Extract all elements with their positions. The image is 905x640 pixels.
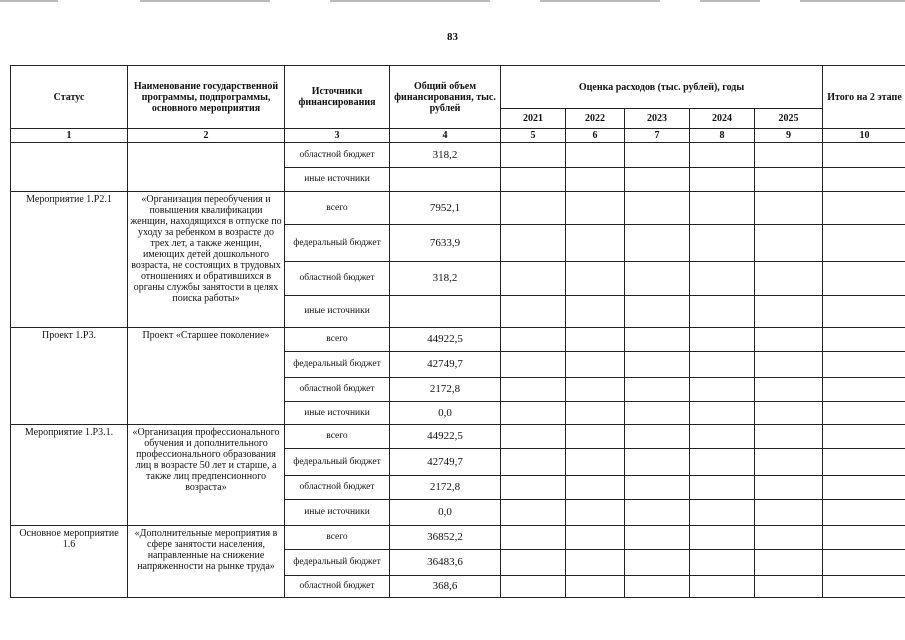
year-value-cell [625, 476, 690, 500]
total-cell [390, 168, 501, 192]
year-value-cell [501, 143, 566, 168]
source-cell: областной бюджет [285, 576, 390, 598]
year-value-cell [566, 402, 625, 425]
year-value-cell [690, 328, 755, 352]
year-value-cell [690, 225, 755, 262]
year-value-cell [566, 500, 625, 526]
year-value-cell [823, 476, 905, 500]
year-value-cell [501, 425, 566, 449]
year-value-cell [566, 168, 625, 192]
year-value-cell [501, 576, 566, 598]
year-value-cell [501, 550, 566, 576]
year-value-cell [755, 328, 823, 352]
header-itogo: Итого на 2 этапе [823, 66, 905, 129]
year-value-cell [625, 296, 690, 328]
year-value-cell [823, 192, 905, 225]
header-status: Статус [11, 66, 128, 129]
year-value-cell [566, 192, 625, 225]
year-value-cell [823, 296, 905, 328]
year-value-cell [625, 402, 690, 425]
source-cell: федеральный бюджет [285, 550, 390, 576]
year-value-cell [625, 449, 690, 476]
year-value-cell [501, 225, 566, 262]
year-value-cell [501, 296, 566, 328]
header-total: Общий объем финансирования, тыс. рублей [390, 66, 501, 129]
year-value-cell [755, 425, 823, 449]
year-value-cell [501, 402, 566, 425]
total-cell: 2172,8 [390, 378, 501, 402]
year-value-cell [755, 143, 823, 168]
header-year: 2024 [690, 109, 755, 129]
column-number: 10 [823, 129, 905, 143]
year-value-cell [690, 449, 755, 476]
year-value-cell [823, 225, 905, 262]
year-value-cell [823, 168, 905, 192]
year-value-cell [625, 500, 690, 526]
total-cell: 368,6 [390, 576, 501, 598]
year-value-cell [823, 143, 905, 168]
year-value-cell [625, 550, 690, 576]
source-cell: областной бюджет [285, 143, 390, 168]
year-value-cell [690, 526, 755, 550]
year-value-cell [566, 143, 625, 168]
status-cell: Мероприятие 1.Р2.1 [11, 192, 128, 328]
year-value-cell [625, 352, 690, 378]
column-number: 8 [690, 129, 755, 143]
year-value-cell [501, 526, 566, 550]
year-value-cell [755, 476, 823, 500]
total-cell: 36852,2 [390, 526, 501, 550]
year-value-cell [501, 476, 566, 500]
year-value-cell [823, 500, 905, 526]
name-cell [128, 143, 285, 192]
source-cell: иные источники [285, 296, 390, 328]
total-cell: 7633,9 [390, 225, 501, 262]
total-cell: 318,2 [390, 262, 501, 296]
year-value-cell [823, 262, 905, 296]
name-cell: «Дополнительные мероприятия в сфере занятости населения, направленные на снижение напряженности на рынке труда» [128, 526, 285, 598]
year-value-cell [625, 168, 690, 192]
year-value-cell [690, 550, 755, 576]
year-value-cell [690, 192, 755, 225]
year-value-cell [755, 449, 823, 476]
year-value-cell [625, 143, 690, 168]
year-value-cell [755, 378, 823, 402]
year-value-cell [690, 352, 755, 378]
year-value-cell [501, 449, 566, 476]
column-number: 6 [566, 129, 625, 143]
year-value-cell [625, 262, 690, 296]
header-year: 2021 [501, 109, 566, 129]
year-value-cell [566, 352, 625, 378]
year-value-cell [755, 168, 823, 192]
year-value-cell [625, 576, 690, 598]
year-value-cell [690, 500, 755, 526]
year-value-cell [566, 328, 625, 352]
source-cell: всего [285, 425, 390, 449]
source-cell: всего [285, 192, 390, 225]
year-value-cell [501, 192, 566, 225]
year-value-cell [823, 449, 905, 476]
header-year: 2025 [755, 109, 823, 129]
source-cell: федеральный бюджет [285, 225, 390, 262]
column-number: 9 [755, 129, 823, 143]
year-value-cell [823, 550, 905, 576]
total-cell: 42749,7 [390, 449, 501, 476]
year-value-cell [690, 262, 755, 296]
year-value-cell [755, 526, 823, 550]
total-cell: 0,0 [390, 402, 501, 425]
year-value-cell [690, 143, 755, 168]
name-cell: «Организация профессионального обучения и дополнительного профессионального образования лиц в возрасте 50 лет и старше, а также лиц предпенсионного возраста» [128, 425, 285, 526]
year-value-cell [625, 328, 690, 352]
year-value-cell [755, 262, 823, 296]
source-cell: федеральный бюджет [285, 352, 390, 378]
source-cell: иные источники [285, 402, 390, 425]
name-cell: «Организация переобучения и повышения квалификации женщин, находящихся в отпуске по уходу за ребенком в возрасте до трех лет, а также женщин, имеющих детей дошкольного возраста, не состоящих в трудовых отношениях и обратившихся в органы службы занятости в целях поиска работы» [128, 192, 285, 328]
total-cell: 318,2 [390, 143, 501, 168]
status-cell: Проект 1.Р3. [11, 328, 128, 425]
year-value-cell [501, 500, 566, 526]
year-value-cell [625, 526, 690, 550]
year-value-cell [566, 526, 625, 550]
year-value-cell [690, 425, 755, 449]
total-cell: 44922,5 [390, 328, 501, 352]
year-value-cell [755, 296, 823, 328]
year-value-cell [501, 328, 566, 352]
year-value-cell [823, 402, 905, 425]
year-value-cell [566, 550, 625, 576]
year-value-cell [690, 402, 755, 425]
year-value-cell [625, 225, 690, 262]
year-value-cell [566, 449, 625, 476]
source-cell: областной бюджет [285, 378, 390, 402]
year-value-cell [755, 225, 823, 262]
total-cell: 7952,1 [390, 192, 501, 225]
year-value-cell [690, 378, 755, 402]
status-cell: Мероприятие 1.Р3.1. [11, 425, 128, 526]
source-cell: областной бюджет [285, 262, 390, 296]
year-value-cell [755, 550, 823, 576]
year-value-cell [566, 225, 625, 262]
header-sources: Источники финансирования [285, 66, 390, 129]
header-name: Наименование государственной программы, подпрограммы, основного мероприятия [128, 66, 285, 129]
column-number: 4 [390, 129, 501, 143]
year-value-cell [501, 352, 566, 378]
year-value-cell [823, 425, 905, 449]
year-value-cell [690, 296, 755, 328]
total-cell: 0,0 [390, 500, 501, 526]
status-cell [11, 143, 128, 192]
year-value-cell [625, 425, 690, 449]
total-cell: 44922,5 [390, 425, 501, 449]
financing-table [10, 65, 905, 598]
year-value-cell [501, 262, 566, 296]
total-cell [390, 296, 501, 328]
year-value-cell [755, 576, 823, 598]
column-number: 1 [11, 129, 128, 143]
year-value-cell [823, 526, 905, 550]
source-cell: иные источники [285, 168, 390, 192]
total-cell: 2172,8 [390, 476, 501, 500]
year-value-cell [690, 168, 755, 192]
column-number: 2 [128, 129, 285, 143]
name-cell: Проект «Старшее поколение» [128, 328, 285, 425]
total-cell: 36483,6 [390, 550, 501, 576]
year-value-cell [566, 576, 625, 598]
header-year: 2023 [625, 109, 690, 129]
year-value-cell [823, 378, 905, 402]
year-value-cell [755, 352, 823, 378]
total-cell: 42749,7 [390, 352, 501, 378]
year-value-cell [690, 576, 755, 598]
source-cell: всего [285, 328, 390, 352]
year-value-cell [755, 192, 823, 225]
column-number: 7 [625, 129, 690, 143]
year-value-cell [566, 425, 625, 449]
header-estimate: Оценка расходов (тыс. рублей), годы [501, 66, 823, 109]
header-year: 2022 [566, 109, 625, 129]
year-value-cell [625, 378, 690, 402]
source-cell: всего [285, 526, 390, 550]
year-value-cell [625, 192, 690, 225]
year-value-cell [501, 168, 566, 192]
source-cell: областной бюджет [285, 476, 390, 500]
year-value-cell [501, 378, 566, 402]
status-cell: Основное мероприятие 1.6 [11, 526, 128, 598]
column-number: 5 [501, 129, 566, 143]
year-value-cell [823, 328, 905, 352]
year-value-cell [823, 352, 905, 378]
year-value-cell [566, 378, 625, 402]
column-number: 3 [285, 129, 390, 143]
page-number: 83 [447, 31, 458, 43]
year-value-cell [566, 262, 625, 296]
year-value-cell [566, 476, 625, 500]
year-value-cell [755, 500, 823, 526]
source-cell: иные источники [285, 500, 390, 526]
year-value-cell [566, 296, 625, 328]
year-value-cell [823, 576, 905, 598]
source-cell: федеральный бюджет [285, 449, 390, 476]
year-value-cell [690, 476, 755, 500]
year-value-cell [755, 402, 823, 425]
